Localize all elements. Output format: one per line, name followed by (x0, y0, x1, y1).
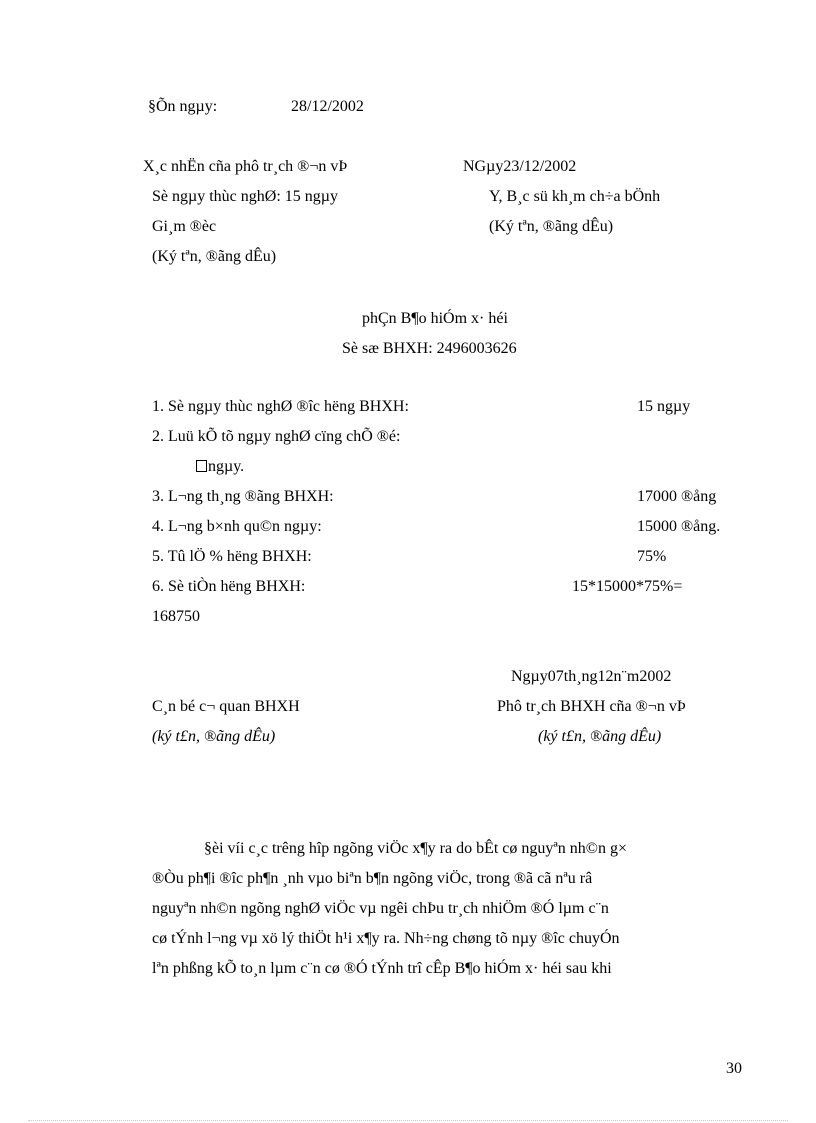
empty-box-icon (196, 460, 207, 472)
item-label: 168750 (152, 608, 200, 625)
bhxh-officer-sign-note: (ký t£n, ®ãng dÊu) (152, 728, 276, 745)
unit-bhxh-title: Phô tr¸ch BHXH cña ®¬n vÞ (497, 698, 686, 715)
item-label: 3. L¬ng th¸ng ®ãng BHXH: (152, 488, 334, 505)
signature-date: Ngµy07th¸ng12n¨m2002 (511, 668, 672, 685)
item-label: 1. Sè ngµy thùc nghØ ®îc hëng BHXH: (152, 398, 409, 415)
director-title: Gi¸m ®èc (152, 218, 217, 235)
end-date-value: 28/12/2002 (291, 98, 364, 115)
bhxh-officer-title: C¸n bé c¬ quan BHXH (152, 698, 300, 715)
section-title: phÇn B¶o hiÓm x· héi (362, 310, 508, 327)
item-label (196, 457, 244, 477)
page-bottom-rule (28, 1120, 788, 1121)
paragraph-line: lªn phßng kÕ to¸n lµm c¨n cø ®Ó tÝnh trî cÊp B¶o hiÓm x· héi sau khi (152, 960, 612, 977)
unit-bhxh-sign-note: (ký t£n, ®ãng dÊu) (538, 728, 662, 745)
doctor-date: NGµy23/12/2002 (463, 158, 577, 175)
item-value: 75% (637, 548, 667, 565)
doctor-sign-note: (Ký tªn, ®ãng dÊu) (489, 218, 614, 235)
days-unit: ngµy. (208, 458, 245, 475)
paragraph-line: cø tÝnh l¬ng vµ xö lý thiÖt h¹i x¶y ra. Nh÷ng chøng tõ nµy ®îc chuyÓn (152, 930, 620, 947)
director-sign-note: (Ký tªn, ®ãng dÊu) (152, 248, 277, 265)
paragraph-line: ®Òu ph¶i ®îc ph¶n ¸nh vµo biªn b¶n ngõng viÖc, trong ®ã cã nªu râ (152, 870, 593, 887)
paragraph-line: §èi víi c¸c trêng hîp ngõng viÖc x¶y ra do bÊt cø nguyªn nh©n g× (204, 840, 627, 857)
paragraph-line: nguyªn nh©n ngõng nghØ viÖc vµ ngêi chÞu tr¸ch nhiÖm ®Ó lµm c¨n (152, 900, 609, 917)
insurance-number: Sè sæ BHXH: 2496003626 (342, 340, 517, 357)
doctor-title: Y, B¸c sü kh¸m ch÷a bÖnh (489, 188, 661, 205)
item-value: 15*15000*75%= (572, 578, 683, 595)
actual-days-off: Sè ngµy thùc nghØ: 15 ngµy (152, 188, 338, 205)
item-label: 6. Sè tiÒn hëng BHXH: (152, 578, 306, 595)
item-value: 15 ngµy (637, 398, 691, 415)
item-label: 4. L¬ng b×nh qu©n ngµy: (152, 518, 322, 535)
item-value: 17000 ®ång (637, 488, 717, 505)
confirmation-heading: X¸c nhËn cña phô tr¸ch ®¬n vÞ (143, 158, 348, 175)
item-label: 5. Tû lÖ % hëng BHXH: (152, 548, 312, 565)
item-value: 15000 ®ång. (637, 518, 721, 535)
item-label: 2. Luü kÕ tõ ngµy nghØ cïng chÕ ®é: (152, 428, 401, 445)
end-date-label: §Õn ngµy: (148, 98, 218, 115)
page-number: 30 (726, 1060, 742, 1077)
